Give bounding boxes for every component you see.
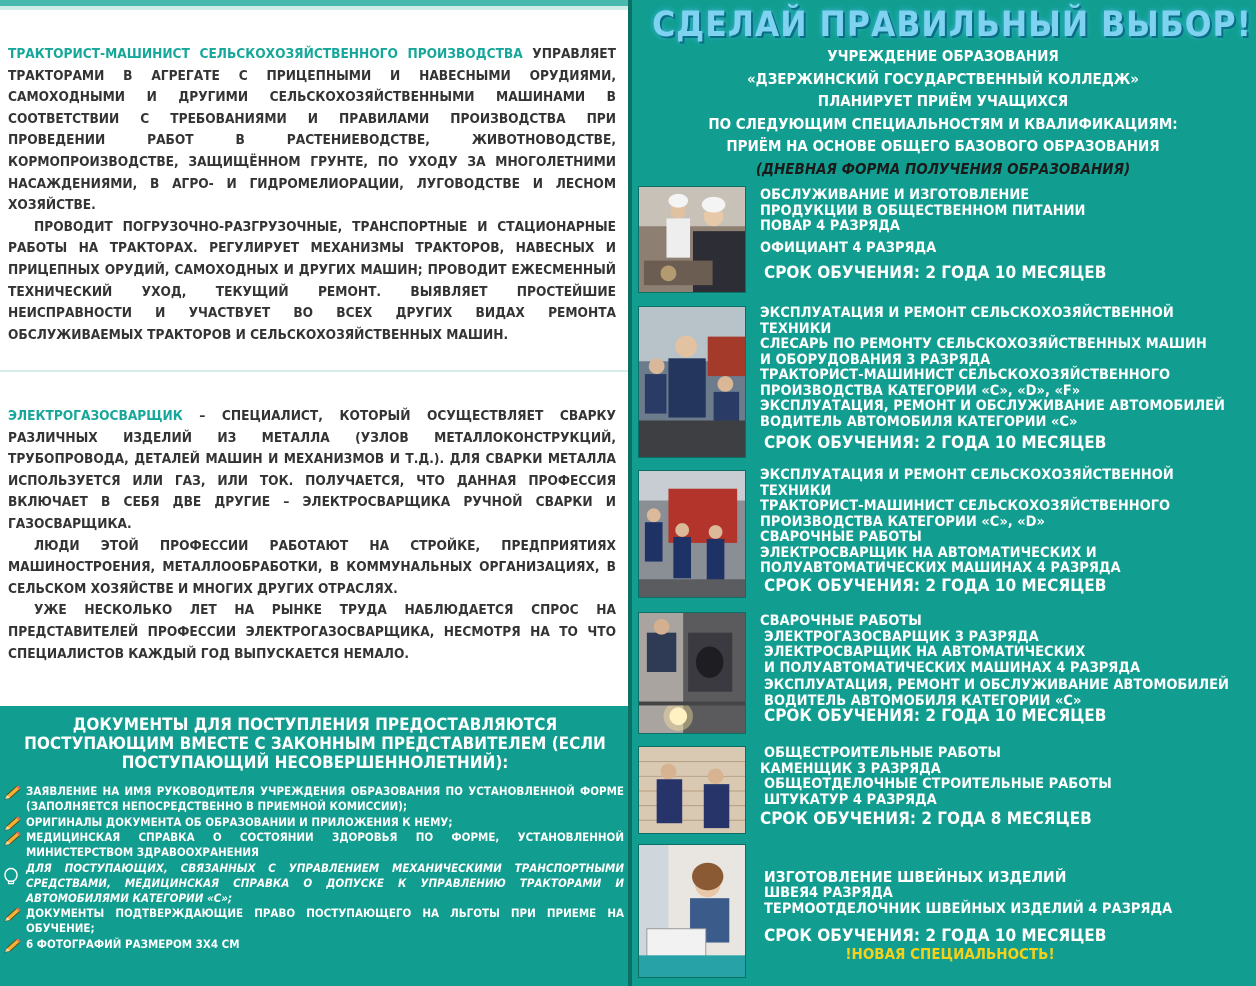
intro-line-college-name: «ДЗЕРЖИНСКИЙ ГОСУДАРСТВЕННЫЙ КОЛЛЕДЖ»	[746, 69, 1140, 88]
welder-paragraph-2: ЛЮДИ ЭТОЙ ПРОФЕССИИ РАБОТАЮТ НА СТРОЙКЕ, ПРЕДПРИЯТИЯХ МАШИНОСТРОЕНИЯ, МЕТАЛЛООБРАБОТКИ, В КОММУНАЛЬНЫХ ОРГАНИЗАЦИЯХ, В СЕЛЬСКОМ ХОЗЯЙСТВЕ И МНОГИХ ДРУГИХ ОТРАСЛЯХ.	[8, 537, 616, 597]
top-accent-line-light	[0, 6, 628, 10]
tractor-driver-paragraph-2: ПРОВОДИТ ПОГРУЗОЧНО-РАЗГРУЗОЧНЫЕ, ТРАНСПОРТНЫЕ И СТАЦИОНАРНЫЕ РАБОТЫ НА ТРАКТОРАХ. РЕГУЛИРУЕТ МЕХАНИЗМЫ ТРАКТОРОВ, НАВЕСНЫХ И ПРИЦЕПНЫХ ОРУДИЙ, САМОХОДНЫХ И ДРУГИХ МАШИН; ПРОВОДИТ ЕЖЕСМЕННЫЙ ТЕХНИЧЕСКИЙ УХОД, ТЕКУЩИЙ РЕМОНТ. ВЫЯВЛЯЕТ ПРОСТЕЙШИЕ НЕИСПРАВНОСТИ И УЧАСТВУЕТ ВО ВСЕХ ДРУГИХ ВИДАХ РЕМОНТА ОБСЛУЖИВАЕМЫХ ТРАКТОРОВ И СЕЛЬСКОХОЗЯЙСТВЕННЫХ МАШИН.	[8, 218, 616, 343]
spec-line: ПОВАР 4 РАЗРЯДА	[760, 218, 900, 234]
spec-line: И ПОЛУАВТОМАТИЧЕСКИХ МАШИНАХ 4 РАЗРЯДА	[764, 659, 1141, 676]
spec-line: ЭЛЕКТРОСВАРЩИК НА АВТОМАТИЧЕСКИХ И	[760, 544, 1097, 561]
photo-masonry	[638, 746, 746, 834]
spec-line: ТРАКТОРИСТ-МАШИНИСТ СЕЛЬСКОХОЗЯЙСТВЕННОГО	[760, 498, 1171, 514]
pencil-icon	[2, 785, 22, 801]
study-term: СРОК ОБУЧЕНИЯ: 2 ГОДА 8 МЕСЯЦЕВ	[760, 809, 1092, 829]
new-specialty-badge: !НОВАЯ СПЕЦИАЛЬНОСТЬ!	[845, 945, 1055, 963]
spec-line: ПРОИЗВОДСТВА КАТЕГОРИИ «С», «D»	[760, 513, 1045, 530]
spec-line: ИЗГОТОВЛЕНИЕ ШВЕЙНЫХ ИЗДЕЛИЙ	[764, 868, 1067, 886]
photo-sewing	[638, 844, 746, 978]
spec-line: ЭЛЕКТРОСВАРЩИК НА АВТОМАТИЧЕСКИХ	[764, 644, 1086, 660]
documents-list-item: МЕДИЦИНСКАЯ СПРАВКА О СОСТОЯНИИ ЗДОРОВЬЯ ПО ФОРМЕ, УСТАНОВЛЕННОЙ МИНИСТЕРСТВОМ ЗДРАВООХРАНЕНИЯ	[0, 830, 628, 860]
study-term: СРОК ОБУЧЕНИЯ: 2 ГОДА 10 МЕСЯЦЕВ	[764, 433, 1107, 453]
intro-line-form: (ДНЕВНАЯ ФОРМА ПОЛУЧЕНИЯ ОБРАЗОВАНИЯ)	[755, 159, 1131, 178]
intro-line-basis: ПРИЁМ НА ОСНОВЕ ОБЩЕГО БАЗОВОГО ОБРАЗОВАНИЯ	[726, 137, 1160, 156]
documents-list-item: ОРИГИНАЛЫ ДОКУМЕНТА ОБ ОБРАЗОВАНИИ И ПРИЛОЖЕНИЯ К НЕМУ;	[0, 815, 628, 830]
spec-line: ПРОДУКЦИИ В ОБЩЕСТВЕННОМ ПИТАНИИ	[760, 202, 1086, 219]
spec-line: ЭЛЕКТРОГАЗОСВАРЩИК 3 РАЗРЯДА	[764, 628, 1039, 645]
spec-line: ШВЕЯ4 РАЗРЯДА	[764, 885, 893, 901]
photo-welding	[638, 612, 746, 734]
pencil-icon	[2, 938, 22, 954]
intro-line-specialties: ПО СЛЕДУЮЩИМ СПЕЦИАЛЬНОСТЯМ И КВАЛИФИКАЦИЯМ:	[708, 114, 1178, 133]
spec-line: КАМЕНЩИК 3 РАЗРЯДА	[760, 760, 941, 777]
photo-mechanics	[638, 306, 746, 458]
study-term: СРОК ОБУЧЕНИЯ: 2 ГОДА 10 МЕСЯЦЕВ	[764, 926, 1107, 946]
column-edge-strip	[628, 0, 632, 986]
documents-list	[0, 784, 628, 953]
spec-line: ЭКСПЛУАТАЦИЯ, РЕМОНТ И ОБСЛУЖИВАНИЕ АВТОМОБИЛЕЙ	[764, 677, 1229, 693]
specialty-construction	[760, 746, 1252, 830]
tractor-driver-title: ТРАКТОРИСТ-МАШИНИСТ СЕЛЬСКОХОЗЯЙСТВЕННОГО ПРОИЗВОДСТВА	[8, 46, 523, 62]
pencil-icon	[2, 831, 22, 847]
profession-tractor-driver	[8, 44, 616, 346]
spec-line: ТРАКТОРИСТ-МАШИНИСТ СЕЛЬСКОХОЗЯЙСТВЕННОГО	[760, 367, 1171, 383]
spec-line: ПОЛУАВТОМАТИЧЕСКИХ МАШИНАХ 4 РАЗРЯДА	[760, 560, 1121, 576]
documents-list-item: ДОКУМЕНТЫ ПОДТВЕРЖДАЮЩИЕ ПРАВО ПОСТУПАЮЩЕГО НА ЛЬГОТЫ ПРИ ПРИЕМЕ НА ОБУЧЕНИЕ;	[0, 906, 628, 936]
spec-line: ОБСЛУЖИВАНИЕ И ИЗГОТОВЛЕНИЕ	[760, 187, 1030, 203]
study-term: СРОК ОБУЧЕНИЯ: 2 ГОДА 10 МЕСЯЦЕВ	[764, 706, 1107, 726]
right-column	[628, 0, 1256, 986]
spec-line: ШТУКАТУР 4 РАЗРЯДА	[764, 791, 937, 808]
documents-list-item: ДЛЯ ПОСТУПАЮЩИХ, СВЯЗАННЫХ С УПРАВЛЕНИЕМ МЕХАНИЧЕСКИМИ ТРАНСПОРТНЫМИ СРЕДСТВАМИ, МЕДИЦИНСКАЯ СПРАВКА О ДОПУСКЕ К УПРАВЛЕНИЮ ТРАКТОРАМИ И АВТОМОБИЛЯМИ КАТЕГОРИИ «С»;	[0, 861, 628, 905]
spec-line: СЛЕСАРЬ ПО РЕМОНТУ СЕЛЬСКОХОЗЯЙСТВЕННЫХ МАШИН	[760, 336, 1207, 352]
tractor-driver-description: УПРАВЛЯЕТ ТРАКТОРАМИ В АГРЕГАТЕ С ПРИЦЕПНЫМИ И НАВЕСНЫМИ ОРУДИЯМИ, САМОХОДНЫМИ И ДРУГИМИ СЕЛЬСКОХОЗЯЙСТВЕННЫМИ МАШИНАМИ В СООТВЕТСТВИИ С ТРЕБОВАНИЯМИ И ПРАВИЛАМИ ПРОИЗВОДСТВА ПРИ ПРОВЕДЕНИИ РАБОТ В РАСТЕНИЕВОДСТВЕ, ЖИВОТНОВОДСТВЕ, КОРМОПРОИЗВОДСТВЕ, ЗАЩИЩЁННОМ ГРУНТЕ, ПО УХОДУ ЗА МНОГОЛЕТНИМИ НАСАЖДЕНИЯМИ, В АГРО- И ГИДРОМЕЛИОРАЦИИ, ЛУГОВОДСТВЕ И ЛЕСНОМ ХОЗЯЙСТВЕ.	[8, 46, 616, 214]
specialty-agri-repair-2	[760, 468, 1252, 597]
photo-harvester-group	[638, 470, 746, 598]
main-title: СДЕЛАЙ ПРАВИЛЬНЫЙ ВЫБОР!	[652, 5, 1252, 45]
spec-line: ТЕРМООТДЕЛОЧНИК ШВЕЙНЫХ ИЗДЕЛИЙ 4 РАЗРЯДА	[764, 900, 1173, 917]
spec-line: ОФИЦИАНТ 4 РАЗРЯДА	[760, 239, 937, 256]
spec-line: И ОБОРУДОВАНИЯ 3 РАЗРЯДА	[760, 351, 991, 368]
spec-line: СВАРОЧНЫЕ РАБОТЫ	[760, 613, 922, 629]
welder-description: – СПЕЦИАЛИСТ, КОТОРЫЙ ОСУЩЕСТВЛЯЕТ СВАРКУ РАЗЛИЧНЫХ ИЗДЕЛИЙ ИЗ МЕТАЛЛА (УЗЛОВ МЕТАЛЛОКОНСТРУКЦИЙ, ТРУБОПРОВОДА, ДЕТАЛЕЙ МАШИН И МЕХАНИЗМОВ И Т.Д.). ДЛЯ СВАРКИ МЕТАЛЛА ИСПОЛЬЗУЕТСЯ ИЛИ ГАЗ, ИЛИ ТОК. ПОЛУЧАЕТСЯ, ЧТО ДАННАЯ ПРОФЕССИЯ ВКЛЮЧАЕТ В СЕБЯ ДВЕ ДРУГИЕ – ЭЛЕКТРОСВАРЩИКА РУЧНОЙ СВАРКИ И ГАЗОСВАРЩИКА.	[8, 408, 616, 532]
photo-cooks	[638, 186, 746, 293]
spec-line: ЭКСПЛУАТАЦИЯ И РЕМОНТ СЕЛЬСКОХОЗЯЙСТВЕННОЙ	[760, 467, 1174, 483]
specialty-welding	[760, 614, 1252, 727]
specialty-catering	[760, 188, 1252, 284]
spec-line: СВАРОЧНЫЕ РАБОТЫ	[760, 529, 922, 545]
specialty-agri-repair-1	[760, 306, 1252, 454]
documents-list-item: 6 ФОТОГРАФИЙ РАЗМЕРОМ 3Х4 СМ	[0, 937, 628, 952]
spec-line: ТЕХНИКИ	[760, 482, 832, 499]
profession-welder	[8, 406, 616, 665]
spec-line: ЭКСПЛУАТАЦИЯ И РЕМОНТ СЕЛЬСКОХОЗЯЙСТВЕННОЙ	[760, 305, 1174, 321]
documents-section	[0, 706, 628, 986]
tractor-driver-paragraph-1	[8, 44, 616, 217]
intro-block	[638, 45, 1248, 181]
spec-line: ПРОИЗВОДСТВА КАТЕГОРИИ «С», «D», «F»	[760, 382, 1081, 399]
spec-line: ОБЩЕСТРОИТЕЛЬНЫЕ РАБОТЫ	[764, 745, 1001, 761]
specialty-sewing	[760, 868, 1252, 963]
spec-line: ВОДИТЕЛЬ АВТОМОБИЛЯ КАТЕГОРИИ «С»	[760, 413, 1078, 430]
lightbulb-icon	[2, 861, 22, 891]
pencil-icon	[2, 816, 22, 832]
pencil-icon	[2, 907, 22, 923]
welder-paragraph-3: УЖЕ НЕСКОЛЬКО ЛЕТ НА РЫНКЕ ТРУДА НАБЛЮДАЕТСЯ СПРОС НА ПРЕДСТАВИТЕЛЕЙ ПРОФЕССИИ ЭЛЕКТРОГАЗОСВАРЩИКА, НЕСМОТРЯ НА ТО ЧТО СПЕЦИАЛИСТОВ КАЖДЫЙ ГОД ВЫПУСКАЕТСЯ НЕМАЛО.	[8, 602, 616, 662]
documents-heading: ДОКУМЕНТЫ ДЛЯ ПОСТУПЛЕНИЯ ПРЕДОСТАВЛЯЮТСЯ ПОСТУПАЮЩИМ ВМЕСТЕ С ЗАКОННЫМ ПРЕДСТАВИТЕЛЕМ (ЕСЛИ ПОСТУПАЮЩИЙ НЕСОВЕРШЕННОЛЕТНИЙ):	[24, 715, 606, 773]
welder-paragraph-1	[8, 406, 616, 536]
intro-line-institution: УЧРЕЖДЕНИЕ ОБРАЗОВАНИЯ	[827, 47, 1059, 65]
study-term: СРОК ОБУЧЕНИЯ: 2 ГОДА 10 МЕСЯЦЕВ	[764, 575, 1107, 596]
spec-line: ЭКСПЛУАТАЦИЯ, РЕМОНТ И ОБСЛУЖИВАНИЕ АВТОМОБИЛЕЙ	[760, 398, 1225, 414]
spec-line: ВОДИТЕЛЬ АВТОМОБИЛЯ КАТЕГОРИИ «С»	[764, 692, 1082, 709]
spec-line: ОБЩЕОТДЕЛОЧНЫЕ СТРОИТЕЛЬНЫЕ РАБОТЫ	[764, 776, 1112, 792]
spec-line: ТЕХНИКИ	[760, 320, 832, 337]
intro-line-admission: ПЛАНИРУЕТ ПРИЁМ УЧАЩИХСЯ	[817, 92, 1069, 111]
section-divider	[0, 370, 628, 372]
documents-list-item: ЗАЯВЛЕНИЕ НА ИМЯ РУКОВОДИТЕЛЯ УЧРЕЖДЕНИЯ ОБРАЗОВАНИЯ ПО УСТАНОВЛЕННОЙ ФОРМЕ (ЗАПОЛНЯЕТСЯ НЕПОСРЕДСТВЕННО В ПРИЕМНОЙ КОМИССИИ);	[0, 784, 628, 814]
study-term: СРОК ОБУЧЕНИЯ: 2 ГОДА 10 МЕСЯЦЕВ	[764, 263, 1107, 283]
welder-title: ЭЛЕКТРОГАЗОСВАРЩИК	[8, 408, 183, 424]
